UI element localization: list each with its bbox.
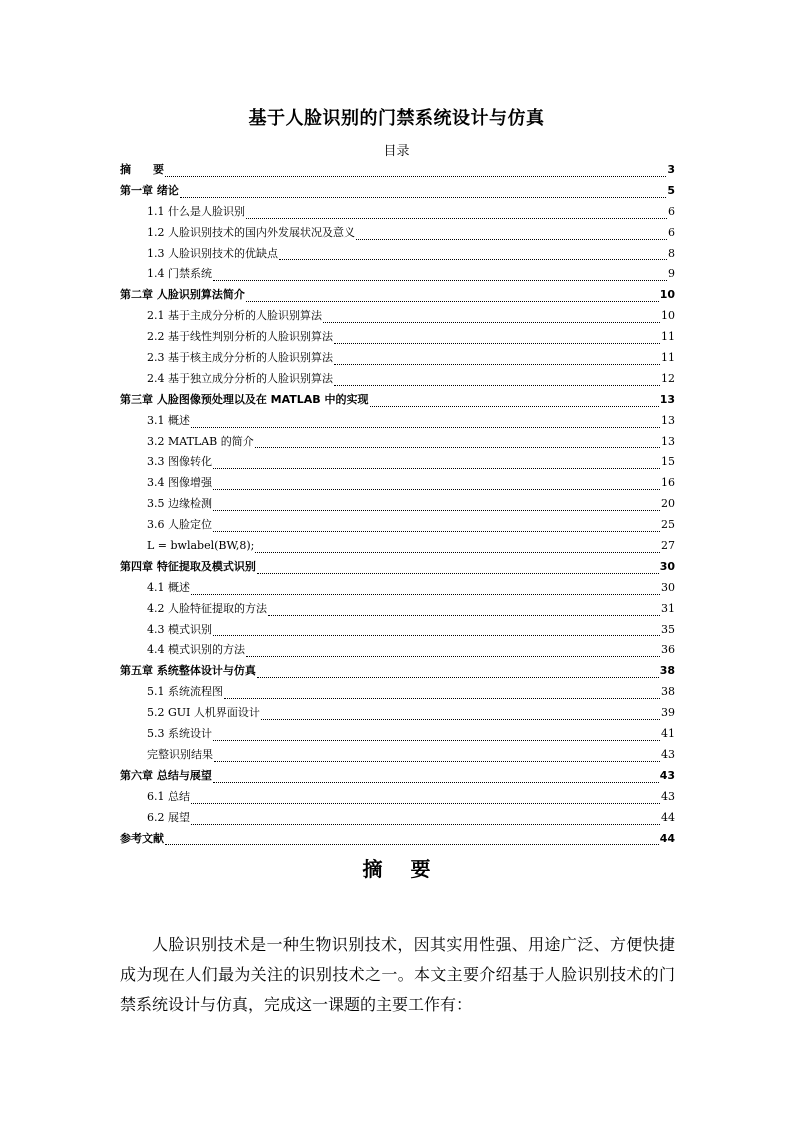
toc-entry-label: 3.4 图像增强 xyxy=(147,476,212,490)
toc-leader-dots xyxy=(246,656,660,657)
toc-entry-label: 6.1 总结 xyxy=(147,789,190,803)
toc-entry-label: 第六章 总结与展望 xyxy=(120,768,212,782)
toc-entry[interactable] xyxy=(120,620,675,641)
toc-leader-dots xyxy=(334,364,660,365)
toc-entry[interactable] xyxy=(120,452,675,473)
toc-entry-page: 13 xyxy=(659,392,675,406)
toc-entry-page: 11 xyxy=(661,330,675,344)
toc-entry[interactable] xyxy=(120,327,675,348)
toc-entry-page: 10 xyxy=(659,288,675,302)
toc-entry-label: 2.2 基于线性判别分析的人脸识别算法 xyxy=(147,330,333,344)
toc-entry-label: 4.4 模式识别的方法 xyxy=(147,643,245,657)
toc-entry[interactable] xyxy=(120,578,675,599)
toc-leader-dots xyxy=(213,468,660,469)
toc-entry-label: 4.3 模式识别 xyxy=(147,622,212,636)
toc-entry-page: 39 xyxy=(661,706,675,720)
toc-entry[interactable] xyxy=(120,264,675,285)
toc-entry-page: 35 xyxy=(661,622,675,636)
toc-entry[interactable] xyxy=(120,515,675,536)
toc-leader-dots xyxy=(224,698,660,699)
toc-entry-page: 30 xyxy=(661,580,675,594)
toc-entry[interactable] xyxy=(120,766,675,787)
toc-entry[interactable] xyxy=(120,348,675,369)
toc-entry-label: 第三章 人脸图像预处理以及在 MATLAB 中的实现 xyxy=(120,392,369,406)
table-of-contents xyxy=(120,160,675,849)
toc-leader-dots xyxy=(191,803,660,804)
toc-leader-dots xyxy=(268,615,660,616)
toc-entry-page: 13 xyxy=(661,413,675,427)
toc-leader-dots xyxy=(279,259,667,260)
toc-entry-label: 1.2 人脸识别技术的国内外发展状况及意义 xyxy=(147,225,355,239)
toc-entry-page: 8 xyxy=(668,246,675,260)
toc-entry[interactable] xyxy=(120,536,675,557)
abstract-heading: 摘要 xyxy=(362,857,459,881)
toc-entry-page: 12 xyxy=(661,371,675,385)
toc-entry[interactable] xyxy=(120,682,675,703)
toc-entry[interactable] xyxy=(120,181,675,202)
toc-leader-dots xyxy=(165,844,659,845)
toc-entry-label: L = bwlabel(BW,8); xyxy=(147,539,255,553)
toc-leader-dots xyxy=(213,489,660,490)
toc-entry[interactable] xyxy=(120,829,675,850)
toc-entry-label: 4.2 人脸特征提取的方法 xyxy=(147,601,267,615)
toc-entry-label: 2.3 基于核主成分分析的人脸识别算法 xyxy=(147,351,333,365)
toc-entry[interactable] xyxy=(120,390,675,411)
toc-leader-dots xyxy=(246,301,659,302)
toc-entry-page: 10 xyxy=(661,309,675,323)
toc-entry-page: 36 xyxy=(661,643,675,657)
toc-entry[interactable] xyxy=(120,557,675,578)
abstract-paragraph: 人脸识别技术是一种生物识别技术，因其实用性强、用途广泛、方便快捷成为现在人们最为关注的识别技术之一。本文主要介绍基于人脸识别技术的门禁系统设计与仿真，完成这一课题的主要工作有： xyxy=(120,935,675,1014)
toc-leader-dots xyxy=(257,677,659,678)
toc-entry-page: 11 xyxy=(661,351,675,365)
toc-entry[interactable] xyxy=(120,244,675,265)
toc-entry-label: 摘 要 xyxy=(120,163,164,176)
toc-leader-dots xyxy=(246,218,667,219)
toc-entry-label: 5.1 系统流程图 xyxy=(147,685,223,699)
toc-entry-page: 15 xyxy=(661,455,675,469)
toc-entry-page: 43 xyxy=(659,768,675,782)
toc-entry-label: 3.6 人脸定位 xyxy=(147,518,212,532)
toc-entry[interactable] xyxy=(120,787,675,808)
toc-entry-label: 3.1 概述 xyxy=(147,413,190,427)
toc-entry-page: 27 xyxy=(661,539,675,553)
toc-entry[interactable] xyxy=(120,745,675,766)
toc-leader-dots xyxy=(213,782,659,783)
toc-entry-page: 3 xyxy=(667,163,675,176)
toc-entry-page: 41 xyxy=(661,727,675,741)
toc-entry-label: 参考文献 xyxy=(120,831,164,845)
toc-entry[interactable] xyxy=(120,724,675,745)
toc-entry-page: 38 xyxy=(661,685,675,699)
toc-entry-label: 1.4 门禁系统 xyxy=(147,267,212,281)
toc-entry-label: 完整识别结果 xyxy=(147,747,213,761)
toc-leader-dots xyxy=(257,573,659,574)
toc-leader-dots xyxy=(191,427,660,428)
toc-entry-label: 5.2 GUI 人机界面设计 xyxy=(147,706,260,720)
toc-entry[interactable] xyxy=(120,432,675,453)
toc-entry-page: 5 xyxy=(667,183,675,197)
toc-leader-dots xyxy=(334,343,660,344)
toc-leader-dots xyxy=(213,531,660,532)
toc-entry-page: 30 xyxy=(659,559,675,573)
toc-entry-label: 5.3 系统设计 xyxy=(147,727,212,741)
toc-entry[interactable] xyxy=(120,494,675,515)
toc-entry-page: 38 xyxy=(659,664,675,678)
toc-entry-page: 13 xyxy=(661,434,675,448)
toc-entry-label: 2.4 基于独立成分分析的人脸识别算法 xyxy=(147,371,333,385)
toc-leader-dots xyxy=(191,824,660,825)
toc-entry[interactable] xyxy=(120,160,675,181)
toc-leader-dots xyxy=(334,385,660,386)
toc-entry-label: 3.2 MATLAB 的简介 xyxy=(147,434,254,448)
toc-entry-page: 6 xyxy=(668,225,675,239)
toc-entry-page: 25 xyxy=(661,518,675,532)
toc-entry-page: 43 xyxy=(661,747,675,761)
toc-heading: 目录 xyxy=(383,144,410,159)
toc-entry[interactable] xyxy=(120,285,675,306)
toc-leader-dots xyxy=(213,280,667,281)
toc-entry[interactable] xyxy=(120,640,675,661)
toc-entry-page: 43 xyxy=(661,789,675,803)
toc-entry-page: 44 xyxy=(661,810,675,824)
toc-leader-dots xyxy=(165,176,666,177)
toc-entry-label: 3.3 图像转化 xyxy=(147,455,212,469)
toc-entry[interactable] xyxy=(120,703,675,724)
toc-entry[interactable] xyxy=(120,202,675,223)
toc-entry[interactable] xyxy=(120,369,675,390)
toc-entry[interactable] xyxy=(120,411,675,432)
toc-entry-label: 2.1 基于主成分分析的人脸识别算法 xyxy=(147,309,322,323)
toc-entry-label: 6.2 展望 xyxy=(147,810,190,824)
toc-entry-label: 第二章 人脸识别算法简介 xyxy=(120,288,245,302)
toc-entry-page: 31 xyxy=(661,601,675,615)
toc-leader-dots xyxy=(213,635,660,636)
toc-entry-label: 3.5 边缘检测 xyxy=(147,497,212,511)
toc-leader-dots xyxy=(356,239,667,240)
toc-entry-label: 第五章 系统整体设计与仿真 xyxy=(120,664,256,678)
toc-entry-page: 16 xyxy=(661,476,675,490)
toc-entry-label: 1.3 人脸识别技术的优缺点 xyxy=(147,246,278,260)
toc-leader-dots xyxy=(213,510,660,511)
toc-entry[interactable] xyxy=(120,599,675,620)
toc-entry-page: 20 xyxy=(661,497,675,511)
toc-leader-dots xyxy=(191,594,660,595)
toc-leader-dots xyxy=(255,447,660,448)
toc-entry[interactable] xyxy=(120,661,675,682)
toc-entry-page: 44 xyxy=(659,831,675,845)
toc-leader-dots xyxy=(255,552,660,553)
toc-leader-dots xyxy=(261,719,660,720)
toc-leader-dots xyxy=(180,197,667,198)
toc-entry[interactable] xyxy=(120,223,675,244)
toc-entry-label: 第四章 特征提取及模式识别 xyxy=(120,559,256,573)
toc-entry[interactable] xyxy=(120,306,675,327)
document-title: 基于人脸识别的门禁系统设计与仿真 xyxy=(248,108,545,129)
toc-entry-label: 第一章 绪论 xyxy=(120,183,179,197)
toc-entry[interactable] xyxy=(120,473,675,494)
toc-entry[interactable] xyxy=(120,808,675,829)
toc-leader-dots xyxy=(214,761,660,762)
toc-leader-dots xyxy=(213,740,660,741)
toc-entry-label: 4.1 概述 xyxy=(147,580,190,594)
toc-entry-label: 1.1 什么是人脸识别 xyxy=(147,204,245,218)
toc-entry-page: 9 xyxy=(668,267,675,281)
toc-entry-page: 6 xyxy=(668,204,675,218)
toc-leader-dots xyxy=(323,322,660,323)
toc-leader-dots xyxy=(370,406,659,407)
